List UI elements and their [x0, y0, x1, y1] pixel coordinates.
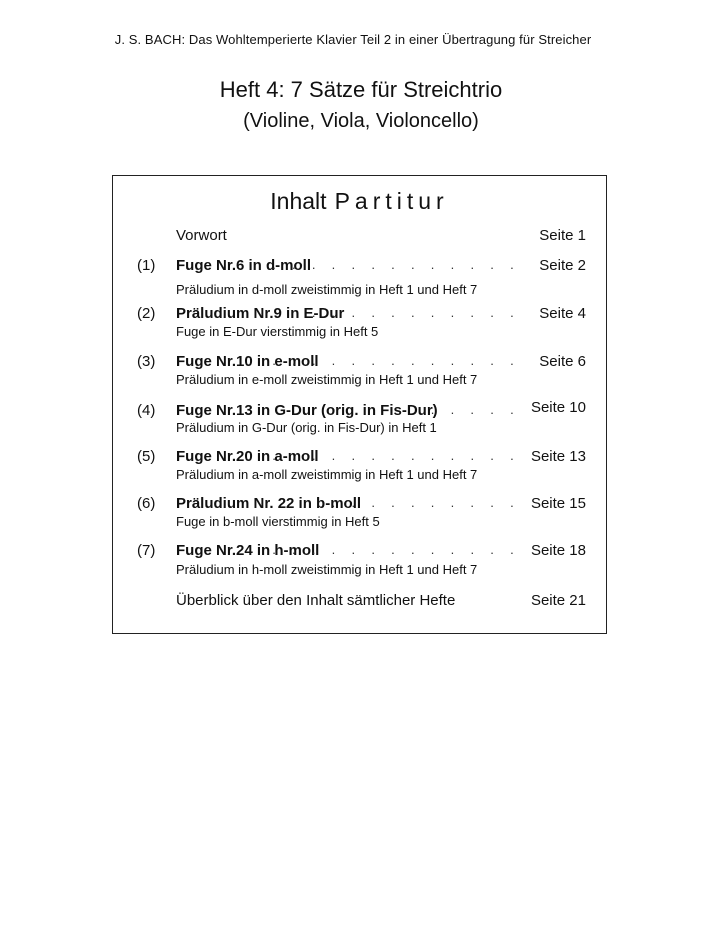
- toc-title: Präludium Nr. 22 in b-moll: [176, 495, 362, 512]
- toc-entry-7[interactable]: [113, 542, 606, 562]
- toc-row-vorwort[interactable]: [113, 227, 606, 247]
- toc-entry-3[interactable]: [113, 353, 606, 373]
- toc-page: Seite 2: [539, 257, 586, 274]
- toc-entry-6[interactable]: [113, 495, 606, 515]
- toc-page: Seite 1: [539, 227, 586, 244]
- toc-entry-1[interactable]: [113, 257, 606, 277]
- toc-leader-dots: . . . . . . . . . . . . .: [272, 448, 520, 463]
- toc-description: Fuge in b-moll vierstimmig in Heft 5: [176, 514, 380, 529]
- toc-description: Präludium in G-Dur (orig. in Fis-Dur) in Heft 1: [176, 420, 437, 435]
- toc-leader-dots: . . . . . . . . . . . . .: [272, 353, 520, 368]
- toc-page: Seite 21: [530, 592, 586, 609]
- toc-number: (7): [137, 542, 156, 559]
- toc-title: Fuge Nr.24 in h-moll: [176, 542, 320, 559]
- toc-page: Seite 15: [530, 495, 586, 512]
- toc-title: Präludium Nr.9 in E-Dur: [176, 305, 345, 322]
- toc-entry-2[interactable]: [113, 305, 606, 325]
- toc-number: (6): [137, 495, 156, 512]
- toc-page: Seite 4: [539, 305, 586, 322]
- toc-leader-dots: . . . . . . . . . .: [331, 495, 520, 510]
- toc-heading: [113, 188, 606, 215]
- toc-row-overview[interactable]: [113, 592, 606, 612]
- toc-page: Seite 13: [530, 448, 586, 465]
- document-title: Heft 4: 7 Sätze für Streichtrio: [219, 77, 503, 102]
- toc-number: (2): [137, 305, 156, 322]
- toc-leader-dots: . . . . . . . . . . .: [311, 305, 520, 320]
- toc-title: Fuge Nr.20 in a-moll: [176, 448, 319, 465]
- toc-entry-5[interactable]: [113, 448, 606, 468]
- toc-leader-dots: . . . . .: [430, 402, 520, 417]
- toc-heading-inhalt: Inhalt: [270, 188, 327, 214]
- toc-title: Fuge Nr.6 in d-moll: [176, 257, 312, 274]
- toc-leader-dots: . . . . . . . . . . . . .: [272, 257, 520, 272]
- toc-number: (1): [137, 257, 156, 274]
- toc-number: (4): [137, 402, 156, 419]
- running-head: J. S. BACH: Das Wohltemperierte Klavier Teil 2 in einer Übertragung für Streicher: [114, 32, 592, 47]
- toc-description: Präludium in d-moll zweistimmig in Heft 1 und Heft 7: [176, 282, 478, 297]
- toc-description: Fuge in E-Dur vierstimmig in Heft 5: [176, 324, 379, 339]
- toc-description: Präludium in e-moll zweistimmig in Heft 1 und Heft 7: [176, 372, 478, 387]
- toc-title: Fuge Nr.13 in G-Dur (orig. in Fis-Dur): [176, 402, 438, 419]
- toc-title: Fuge Nr.10 in e-moll: [176, 353, 319, 370]
- toc-description: Präludium in a-moll zweistimmig in Heft 1 und Heft 7: [176, 467, 478, 482]
- table-of-contents: [112, 175, 607, 634]
- toc-page: Seite 6: [539, 353, 586, 370]
- toc-page: Seite 10: [530, 399, 586, 416]
- toc-label: Überblick über den Inhalt sämtlicher Hefte: [176, 592, 456, 609]
- toc-heading-partitur: Partitur: [334, 188, 449, 214]
- toc-number: (5): [137, 448, 156, 465]
- toc-description: Präludium in h-moll zweistimmig in Heft 1 und Heft 7: [176, 562, 478, 577]
- document-subtitle: (Violine, Viola, Violoncello): [243, 110, 479, 132]
- toc-page: Seite 18: [530, 542, 586, 559]
- toc-number: (3): [137, 353, 156, 370]
- toc-entry-4[interactable]: [113, 399, 606, 422]
- toc-leader-dots: . . . . . . . . . . . . .: [272, 542, 520, 557]
- toc-label: Vorwort: [176, 227, 227, 244]
